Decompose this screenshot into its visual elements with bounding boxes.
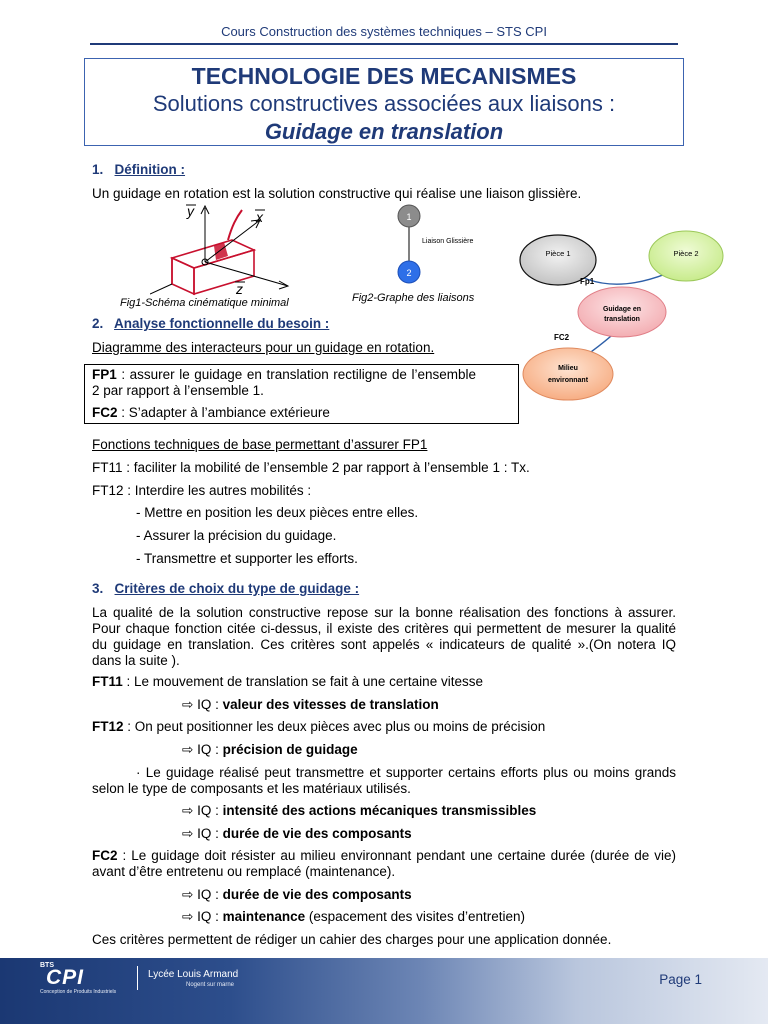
definition-text: Un guidage en rotation est la solution constructive qui réalise une liaison glissière.: [92, 186, 582, 201]
arrow-right-icon: ⇨: [182, 742, 194, 757]
graph-node-2: 2: [406, 268, 412, 278]
section-3-number: 3.: [92, 581, 104, 596]
fc2-criterion-label: FC2: [92, 848, 118, 863]
center-label-2: translation: [604, 316, 640, 323]
title-box: [84, 58, 684, 146]
section-3-title: Critères de choix du type de guidage :: [114, 581, 360, 596]
fc2-text: : S’adapter à l’ambiance extérieure: [117, 405, 330, 420]
efforts-text: · Le guidage réalisé peut transmettre et supporter certains efforts plus ou moins grands selon le type de composants et les matériaux utilisés.: [92, 765, 676, 796]
axis-x-label: x: [256, 209, 263, 225]
ft12-bullet-1: - Mettre en position les deux pièces entre elles.: [136, 505, 419, 520]
graph-node-1: 1: [406, 212, 412, 222]
iq-prefix: IQ :: [197, 887, 223, 902]
ft12-bullet-3: - Transmettre et supporter les efforts.: [136, 551, 358, 566]
ft11-label: FT11: [92, 674, 123, 689]
iq-1: [182, 697, 439, 713]
iq-3-value: intensité des actions mécaniques transmissibles: [222, 803, 537, 818]
fc2-label: FC2: [92, 405, 118, 420]
page-label: Page: [659, 972, 695, 987]
iq-4: [182, 826, 412, 842]
section-3-heading: [92, 581, 359, 596]
ft12-criterion: [92, 719, 545, 735]
ft11-criterion: [92, 674, 483, 690]
iq-2-value: précision de guidage: [222, 742, 358, 757]
iq-4-value: durée de vie des composants: [222, 826, 412, 841]
iq-1-value: valeur des vitesses de translation: [222, 697, 439, 712]
iq-3: [182, 803, 536, 819]
env-label-2: environnant: [547, 377, 589, 384]
footer-divider: [137, 966, 138, 990]
ft-title: Fonctions techniques de base permettant d’assurer FP1: [92, 437, 428, 452]
fc2-criterion-text: : Le guidage doit résister au milieu environnant pendant une certaine durée (durée de vie) avant d’être entretenu ou remplacé (maintenance).: [92, 848, 676, 879]
interactor-diagram: [514, 226, 726, 406]
piece-1-label: Pièce 1: [545, 249, 571, 258]
fp1-text: : assurer le guidage en translation rectiligne de l’ensemble 2 par rapport à l’ensemble 1.: [92, 367, 476, 398]
iq-prefix: IQ :: [197, 697, 223, 712]
arrow-right-icon: ⇨: [182, 697, 194, 712]
piece-2-label: Pièce 2: [673, 249, 699, 258]
axis-y-label: y: [187, 203, 194, 219]
page-number: [659, 972, 702, 987]
school-town: Nogent sur marne: [186, 982, 235, 988]
section-2-number: 2.: [92, 316, 104, 331]
diagram-subtitle: Diagramme des interacteurs pour un guidage en rotation.: [92, 340, 435, 355]
fc2-link-label: FC2: [554, 333, 570, 342]
env-label-1: Milieu: [558, 365, 578, 372]
iq-prefix: IQ :: [197, 909, 223, 924]
iq-prefix: IQ :: [197, 826, 223, 841]
criteria-intro: La qualité de la solution constructive repose sur la bonne réalisation des fonctions à assurer. Pour chaque fonction citée ci-dessus, il existe des critères qui permettent de mesurer la qualité du guidage en translation. Ces critères sont appelés « indicateurs de qualité ».(On notera IQ dans la suite ).: [92, 605, 676, 668]
arrow-right-icon: ⇨: [182, 803, 194, 818]
fc2-criterion: [92, 848, 676, 880]
ft11-text: FT11 : faciliter la mobilité de l’ensemble 2 par rapport à l’ensemble 1 : Tx.: [92, 460, 530, 475]
fp1-statement: [92, 367, 476, 399]
arrow-right-icon: ⇨: [182, 887, 194, 902]
iq-2: [182, 742, 358, 758]
header-rule: [90, 43, 678, 45]
ft12-text: FT12 : Interdire les autres mobilités :: [92, 483, 312, 498]
kinematic-schematic: [150, 202, 320, 298]
section-2-title: Analyse fonctionnelle du besoin :: [114, 316, 330, 331]
fig2-caption: Fig2-Graphe des liaisons: [352, 292, 475, 304]
conclusion-text: Ces critères permettent de rédiger un cahier des charges pour une application donnée.: [92, 932, 612, 947]
iq-6-note: (espacement des visites d’entretien): [305, 909, 525, 924]
section-2-heading: [92, 316, 329, 331]
title-line-1: TECHNOLOGIE DES MECANISMES: [191, 63, 577, 89]
iq-prefix: IQ :: [197, 803, 223, 818]
section-1-heading: [92, 162, 185, 177]
iq-6: [182, 909, 525, 925]
ft12-label: FT12: [92, 719, 124, 734]
iq-6-value: maintenance: [222, 909, 306, 924]
liaison-graph: [380, 202, 490, 286]
title-line-3: Guidage en translation: [264, 119, 504, 144]
course-header: Cours Construction des systèmes techniques – STS CPI: [221, 24, 547, 39]
ft11-criterion-text: : Le mouvement de translation se fait à une certaine vitesse: [122, 674, 483, 689]
axis-z-label: z: [236, 281, 243, 297]
iq-5-value: durée de vie des composants: [222, 887, 412, 902]
center-label-1: Guidage en: [602, 306, 642, 313]
cpi-logo: CPI: [46, 966, 85, 989]
iq-5: [182, 887, 412, 903]
iq-prefix: IQ :: [197, 742, 223, 757]
page-num: 1: [694, 972, 702, 987]
fc2-statement: [92, 405, 330, 421]
school-name: Lycée Louis Armand: [148, 969, 239, 980]
section-1-title: Définition :: [114, 162, 186, 177]
title-line-2: Solutions constructives associées aux liaisons :: [152, 91, 616, 116]
arrow-right-icon: ⇨: [182, 826, 194, 841]
fig1-caption: Fig1-Schéma cinématique minimal: [120, 297, 289, 309]
section-1-number: 1.: [92, 162, 104, 177]
graph-edge-label: Liaison Glissière: [422, 238, 474, 245]
ft12-criterion-text: : On peut positionner les deux pièces avec plus ou moins de précision: [123, 719, 546, 734]
logo-subtitle: Conception de Produits Industriels: [40, 989, 117, 995]
fp1-link-label: Fp1: [580, 277, 595, 286]
ft12-bullet-2: - Assurer la précision du guidage.: [136, 528, 337, 543]
arrow-right-icon: ⇨: [182, 909, 194, 924]
logo-top-text: BTS: [40, 962, 54, 969]
fp1-label: FP1: [92, 367, 117, 382]
